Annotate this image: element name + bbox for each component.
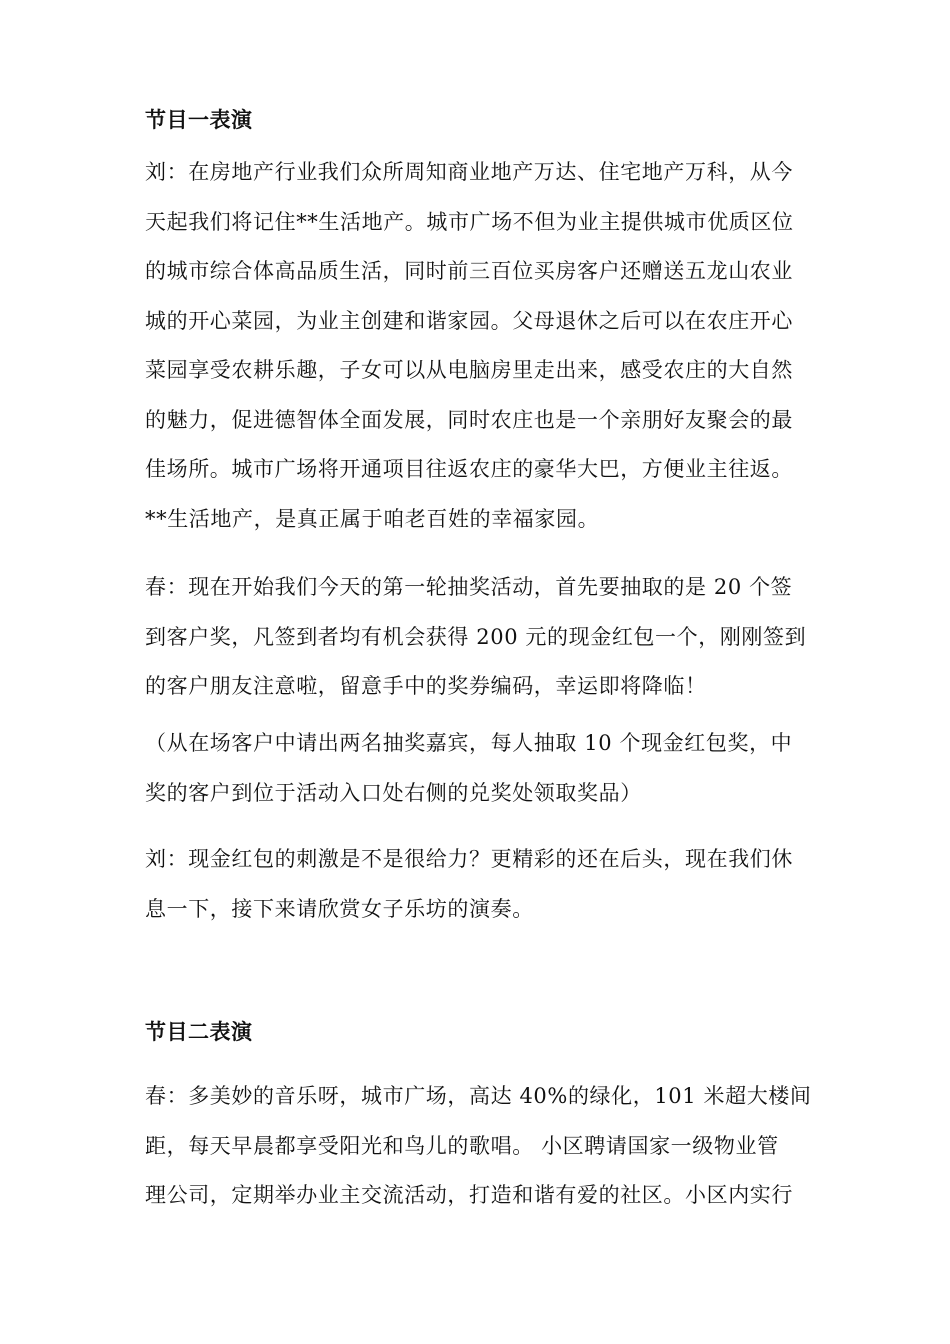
section-heading: 节目二表演 — [145, 1020, 253, 1044]
text-line: **生活地产，是真正属于咱老百姓的幸福家园。 — [145, 506, 600, 531]
text-line: 春：现在开始我们今天的第一轮抽奖活动，首先要抽取的是 20 个签 — [145, 575, 793, 599]
section-heading: 节目一表演 — [145, 108, 253, 132]
text-line: 的客户朋友注意啦，留意手中的奖券编码，幸运即将降临！ — [145, 674, 707, 698]
text-line: 理公司，定期举办业主交流活动，打造和谐有爱的社区。小区内实行 — [145, 1183, 793, 1207]
text-line: 刘：现金红包的刺激是不是很给力？更精彩的还在后头，现在我们休 — [145, 847, 793, 871]
paragraph-chun-lottery — [145, 563, 825, 712]
text-line: 刘：在房地产行业我们众所周知商业地产万达、住宅地产万科，从今 — [145, 160, 793, 184]
paragraph-liu-intro — [145, 148, 825, 544]
text-line: 到客户奖，凡签到者均有机会获得 200 元的现金红包一个，刚刚签到 — [145, 624, 807, 649]
text-line: 菜园享受农耕乐趣，子女可以从电脑房里走出来，感受农庄的大自然 — [145, 358, 793, 382]
text-line: 的城市综合体高品质生活，同时前三百位买房客户还赠送五龙山农业 — [145, 259, 793, 283]
paragraph-stage-direction — [145, 719, 825, 818]
text-line: 天起我们将记住**生活地产。城市广场不但为业主提供城市优质区位 — [145, 209, 794, 234]
paragraph-chun-community — [145, 1072, 825, 1221]
text-line: 城的开心菜园，为业主创建和谐家园。父母退休之后可以在农庄开心 — [145, 308, 793, 333]
text-line: 奖的客户到位于活动入口处右侧的兑奖处领取奖品） — [145, 780, 642, 805]
paragraph-liu-break — [145, 835, 825, 934]
text-line: 息一下，接下来请欣赏女子乐坊的演奏。 — [145, 896, 534, 921]
text-line: （从在场客户中请出两名抽奖嘉宾，每人抽取 10 个现金红包奖，中 — [145, 731, 793, 755]
text-line: 佳场所。城市广场将开通项目往返农庄的豪华大巴，方便业主往返。 — [145, 457, 793, 481]
text-line: 距，每天早晨都享受阳光和鸟儿的歌唱。 小区聘请国家一级物业管 — [145, 1133, 779, 1158]
text-line: 春：多美妙的音乐呀，城市广场，高达 40%的绿化，101 米超大楼间 — [145, 1084, 812, 1108]
text-line: 的魅力，促进德智体全面发展，同时农庄也是一个亲朋好友聚会的最 — [145, 407, 793, 432]
